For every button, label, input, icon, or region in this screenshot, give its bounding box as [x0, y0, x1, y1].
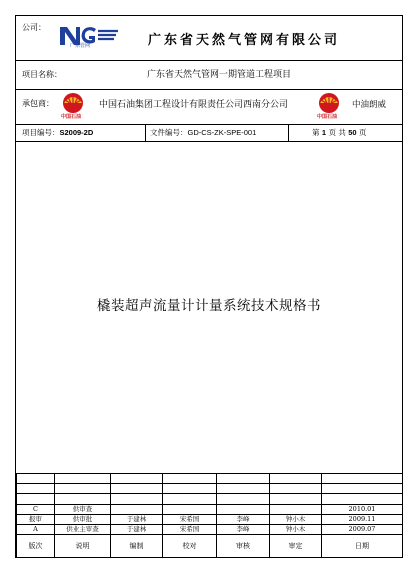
revision-cell-date: 2010.01 [322, 504, 403, 514]
project-number-label: 项目编号： [22, 128, 60, 137]
revision-row [17, 525, 403, 535]
revision-cell [163, 474, 217, 484]
cnpc-logo-icon [316, 92, 342, 114]
divider [16, 141, 402, 142]
revision-cell [111, 474, 163, 484]
cnpc-logo [60, 92, 86, 122]
divider [16, 124, 402, 125]
revision-cell [111, 484, 163, 494]
revision-cell [270, 494, 322, 504]
divider [288, 124, 289, 141]
revision-header-draft: 编制 [111, 535, 163, 558]
revision-row-empty [17, 494, 403, 504]
revision-row-empty [17, 474, 403, 484]
page-indicator [312, 129, 366, 137]
revision-row [17, 504, 403, 514]
revision-cell-check [163, 504, 217, 514]
cnpc-logo-partner [316, 92, 342, 122]
revision-cell-version: C [17, 504, 55, 514]
page-current: 1 [321, 128, 327, 137]
revision-cell-desc: 供审批 [55, 514, 111, 524]
revision-cell [322, 494, 403, 504]
revision-cell-approve: 钟小木 [270, 525, 322, 535]
project-name: 广东省天然气管网一期管道工程项目 [147, 70, 292, 80]
company-label: 公司： [22, 23, 46, 32]
project-label: 项目名称： [22, 70, 62, 79]
file-number-value: GD-CS-ZK-SPE-001 [187, 128, 257, 137]
revision-cell-check: 宋希国 [163, 525, 217, 535]
revision-cell [55, 484, 111, 494]
revision-cell-draft [111, 504, 163, 514]
revision-cell-desc: 供业主审查 [55, 525, 111, 535]
revision-cell-check: 宋希国 [163, 514, 217, 524]
company-name: 广东省天然气管网有限公司 [148, 33, 341, 48]
divider [145, 124, 146, 141]
revision-cell-approve [270, 504, 322, 514]
revision-cell [17, 484, 55, 494]
revision-cell-draft: 于建林 [111, 525, 163, 535]
revision-row [17, 514, 403, 524]
revision-cell [163, 484, 217, 494]
revision-cell-version: 报审 [17, 514, 55, 524]
revision-cell-date: 2009.07 [322, 525, 403, 535]
partner-name: 中油朗威 [352, 100, 387, 110]
project-number-value: S2009-2D [59, 128, 94, 137]
revision-cell [17, 474, 55, 484]
revision-row-empty [17, 484, 403, 494]
page-mid: 页 共 [328, 128, 346, 137]
contractor-label: 承包商： [22, 99, 54, 108]
divider [16, 60, 402, 61]
page-total: 50 [348, 128, 357, 137]
ngc-logo-caption: 广东管网 [70, 43, 91, 49]
revision-cell [17, 494, 55, 504]
revision-header-approve: 审定 [270, 535, 322, 558]
revision-table [16, 473, 402, 558]
revision-cell [217, 494, 270, 504]
cnpc-logo-caption: 中国石油 [61, 114, 82, 120]
revision-cell [322, 484, 403, 494]
page-suffix: 页 [358, 128, 367, 137]
file-number-label: 文件编号： [150, 128, 188, 137]
revision-header-review: 审核 [217, 535, 270, 558]
revision-cell-desc: 供审查 [55, 504, 111, 514]
revision-cell-draft: 于建林 [111, 514, 163, 524]
revision-cell-review: 李峰 [217, 525, 270, 535]
revision-cell [163, 494, 217, 504]
revision-header-row [17, 535, 403, 558]
revision-header-version: 版次 [17, 535, 55, 558]
file-number [150, 129, 256, 137]
revision-header-check: 校对 [163, 535, 217, 558]
revision-header-date: 日期 [322, 535, 403, 558]
document-title: 橇装超声流量计计量系统技术规格书 [97, 298, 321, 314]
revision-cell [270, 484, 322, 494]
revision-cell-date: 2009.11 [322, 514, 403, 524]
revision-cell [322, 474, 403, 484]
ngc-logo [58, 23, 120, 55]
divider [16, 89, 402, 90]
revision-cell [55, 474, 111, 484]
revision-cell [55, 494, 111, 504]
page-prefix: 第 [312, 128, 320, 137]
revision-cell-review: 李峰 [217, 514, 270, 524]
revision-header-desc: 说明 [55, 535, 111, 558]
revision-cell [217, 474, 270, 484]
cnpc-logo-caption: 中国石油 [317, 114, 338, 120]
revision-cell-version: A [17, 525, 55, 535]
revision-cell-review [217, 504, 270, 514]
revision-cell [270, 474, 322, 484]
document-page [15, 15, 403, 558]
contractor-name: 中国石油集团工程设计有限责任公司西南分公司 [99, 100, 289, 110]
cnpc-logo-icon [60, 92, 86, 114]
project-number [22, 129, 93, 137]
revision-cell-approve: 钟小木 [270, 514, 322, 524]
revision-cell [111, 494, 163, 504]
revision-cell [217, 484, 270, 494]
